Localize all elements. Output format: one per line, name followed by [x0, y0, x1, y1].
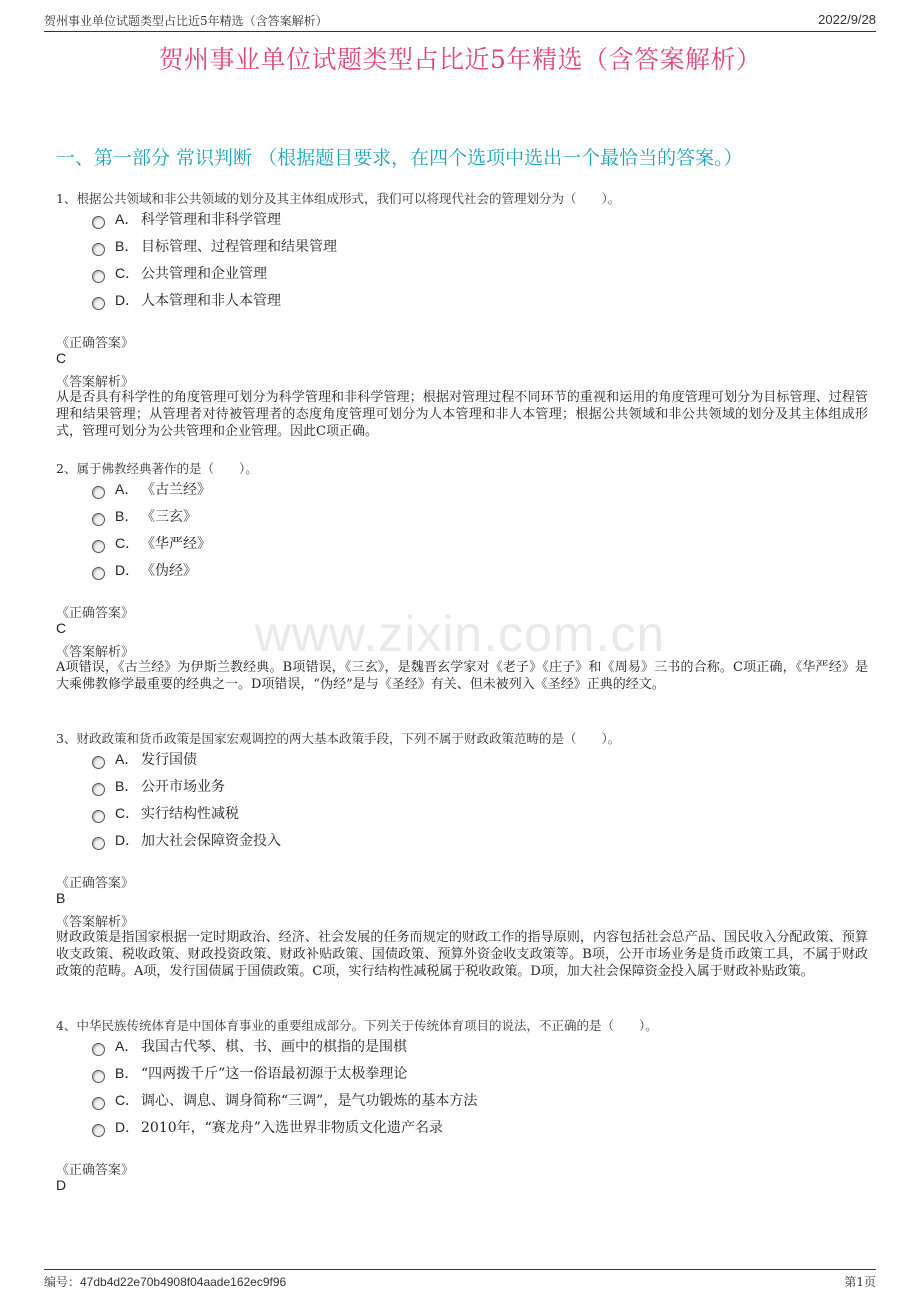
section-heading: 一、第一部分 常识判断 （根据题目要求，在四个选项中选出一个最恰当的答案。） [56, 147, 743, 169]
radio-icon[interactable] [92, 567, 105, 580]
question-2-answer: C [56, 620, 67, 636]
question-1-option-d[interactable] [92, 290, 281, 310]
option-text: 我国古代琴、棋、书、画中的棋指的是围棋 [141, 1039, 407, 1055]
page-number: 第1页 [844, 1275, 876, 1289]
radio-icon[interactable] [92, 297, 105, 310]
question-2-option-b[interactable] [92, 506, 197, 526]
option-text: 公开市场业务 [141, 779, 225, 795]
option-text: 发行国债 [141, 752, 197, 768]
option-letter: C． [115, 805, 140, 821]
question-4-answer: D [56, 1177, 67, 1193]
option-text: 《古兰经》 [141, 482, 211, 498]
option-letter: D． [115, 832, 140, 848]
question-3-answer: B [56, 890, 66, 906]
option-text: 科学管理和非科学管理 [141, 212, 281, 228]
question-2-option-d[interactable] [92, 560, 197, 580]
analysis-label: 《答案解析》 [56, 375, 135, 390]
radio-icon[interactable] [92, 1124, 105, 1137]
radio-icon[interactable] [92, 270, 105, 283]
radio-icon[interactable] [92, 513, 105, 526]
option-letter: D． [115, 1119, 140, 1135]
question-4-option-b[interactable] [92, 1063, 407, 1083]
question-3-option-c[interactable] [92, 803, 239, 823]
radio-icon[interactable] [92, 837, 105, 850]
watermark: www.zixin.com.cn [254, 606, 666, 662]
option-text: 人本管理和非人本管理 [141, 293, 281, 309]
question-2-option-c[interactable] [92, 533, 211, 553]
option-letter: A． [115, 1038, 139, 1054]
option-letter: A． [115, 751, 139, 767]
question-4-option-a[interactable] [92, 1036, 407, 1056]
radio-icon[interactable] [92, 1097, 105, 1110]
radio-icon[interactable] [92, 1043, 105, 1056]
radio-icon[interactable] [92, 216, 105, 229]
radio-icon[interactable] [92, 486, 105, 499]
option-letter: B． [115, 508, 139, 524]
page-header [44, 12, 876, 32]
option-letter: A． [115, 481, 139, 497]
correct-answer-label: 《正确答案》 [56, 606, 135, 621]
option-text: 公共管理和企业管理 [141, 266, 267, 282]
question-2-text: 2、属于佛教经典著作的是（ ）。 [56, 461, 258, 476]
question-4-text: 4、中华民族传统体育是中国体育事业的重要组成部分。下列关于传统体育项目的说法，不正确的是（ ）。 [56, 1018, 658, 1033]
page-footer [44, 1269, 876, 1290]
option-text: 2010年，“赛龙舟”入选世界非物质文化遗产名录 [141, 1120, 443, 1136]
radio-icon[interactable] [92, 783, 105, 796]
document-code: 编号：47db4d22e70b4908f04aade162ec9f96 [44, 1275, 287, 1289]
question-1-option-a[interactable] [92, 209, 281, 229]
option-text: 《华严经》 [141, 536, 211, 552]
option-letter: B． [115, 1065, 139, 1081]
option-letter: D． [115, 292, 140, 308]
option-text: 《伪经》 [141, 563, 197, 579]
question-1-analysis: 从是否具有科学性的角度管理可划分为科学管理和非科学管理；根据对管理过程不同环节的重视和运用的角度管理可划分为目标管理、过程管理和结果管理；从管理者对待被管理者的态度角度管理可划分为人本管理和非人本管理；根据公共领域和非公共领域的划分及其主体组成形式，管理可划分为公共管理和企业管理。因此C项正确。 [56, 390, 868, 439]
question-3-option-b[interactable] [92, 776, 225, 796]
option-letter: B． [115, 778, 139, 794]
document-title: 贺州事业单位试题类型占比近5年精选（含答案解析） [158, 45, 762, 74]
radio-icon[interactable] [92, 1070, 105, 1083]
option-text: 调心、调息、调身简称“三调”，是气功锻炼的基本方法 [141, 1093, 478, 1109]
analysis-label: 《答案解析》 [56, 915, 135, 930]
option-text: “四两拨千斤”这一俗语最初源于太极拳理论 [141, 1066, 408, 1082]
correct-answer-label: 《正确答案》 [56, 1163, 135, 1178]
question-3-option-a[interactable] [92, 749, 197, 769]
option-letter: C． [115, 265, 140, 281]
question-3-analysis: 财政政策是指国家根据一定时期政治、经济、社会发展的任务而规定的财政工作的指导原则，内容包括社会总产品、国民收入分配政策、预算收支政策、税收政策、财政投资政策、财政补贴政策、国债政策、预算外资金收支政策等。B项，公开市场业务是货币政策工具，不属于财政政策的范畴。A项，发行国债属于国债政策。C项，实行结构性减税属于税收政策。D项，加大社会保障资金投入属于财政补贴政策。 [56, 930, 868, 979]
option-letter: A． [115, 211, 139, 227]
radio-icon[interactable] [92, 756, 105, 769]
radio-icon[interactable] [92, 540, 105, 553]
option-letter: C． [115, 535, 140, 551]
option-text: 加大社会保障资金投入 [141, 833, 281, 849]
question-3-option-d[interactable] [92, 830, 281, 850]
analysis-label: 《答案解析》 [56, 645, 135, 660]
question-4-option-d[interactable] [92, 1117, 443, 1137]
radio-icon[interactable] [92, 810, 105, 823]
option-text: 实行结构性减税 [141, 806, 239, 822]
header-date: 2022/9/28 [818, 12, 876, 27]
option-letter: D． [115, 562, 140, 578]
question-3-text: 3、财政政策和货币政策是国家宏观调控的两大基本政策手段，下列不属于财政政策范畴的是（ ）。 [56, 731, 621, 746]
question-1-text: 1、根据公共领域和非公共领域的划分及其主体组成形式，我们可以将现代社会的管理划分为（ ）。 [56, 191, 621, 206]
option-text: 《三玄》 [141, 509, 197, 525]
question-1-option-b[interactable] [92, 236, 337, 256]
option-letter: B． [115, 238, 139, 254]
correct-answer-label: 《正确答案》 [56, 876, 135, 891]
question-2-option-a[interactable] [92, 479, 211, 499]
question-4-option-c[interactable] [92, 1090, 477, 1110]
radio-icon[interactable] [92, 243, 105, 256]
option-text: 目标管理、过程管理和结果管理 [141, 239, 337, 255]
question-2-analysis: A项错误，《古兰经》为伊斯兰教经典。B项错误，《三玄》，是魏晋玄学家对《老子》《庄子》和《周易》三书的合称。C项正确，《华严经》是大乘佛教修学最重要的经典之一。D项错误，“伪经”是与《圣经》有关、但未被列入《圣经》正典的经文。 [56, 660, 868, 692]
correct-answer-label: 《正确答案》 [56, 336, 135, 351]
header-doc-title: 贺州事业单位试题类型占比近5年精选（含答案解析） [44, 14, 328, 28]
question-1-option-c[interactable] [92, 263, 267, 283]
option-letter: C． [115, 1092, 140, 1108]
question-1-answer: C [56, 350, 67, 366]
